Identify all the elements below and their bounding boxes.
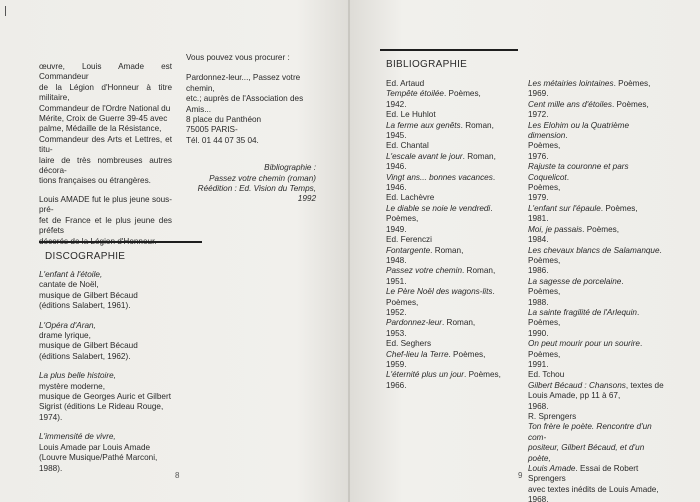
bibliography-detail: 1984. xyxy=(528,235,549,245)
work-title: Ton frère le poète. Rencontre d'un com- xyxy=(528,422,652,442)
discography-line: mystère moderne, xyxy=(39,381,105,391)
bibliography-detail: 1948. xyxy=(386,255,407,265)
work-detail: . Essai de Robert Sprengers xyxy=(528,464,639,484)
bibliography-entry xyxy=(528,225,664,235)
discography-rule xyxy=(39,241,202,243)
bibliography-detail: Poèmes, xyxy=(528,287,561,297)
bibliography-col-2 xyxy=(528,79,664,502)
discography-line: 1988). xyxy=(39,463,63,473)
discography-line: musique de Gilbert Bécaud xyxy=(39,341,138,351)
bio-line: de la Légion d'Honneur à titre militaire, xyxy=(39,82,172,103)
bibliography-detail: Poèmes, xyxy=(528,255,561,265)
work-title: L'enfant sur l'épaule xyxy=(528,203,601,213)
work-detail: . Poèmes, xyxy=(613,79,651,88)
work-title: Les métairies lointaines xyxy=(528,79,614,88)
discography-line: drame lyrique, xyxy=(39,331,91,341)
publisher-heading: Ed. Seghers xyxy=(386,339,432,349)
work-title: La sainte fragilité de l'Arlequin xyxy=(528,307,637,317)
bibliography-entry xyxy=(528,308,664,318)
procure-block xyxy=(186,53,316,205)
bibliography-detail: 1969. xyxy=(528,89,549,99)
bibliography-detail: 1951. xyxy=(386,276,407,286)
work-detail: . xyxy=(621,276,624,286)
left-page xyxy=(0,0,349,502)
work-detail: . Poèmes, xyxy=(600,203,638,213)
bibliography-detail: 1976. xyxy=(528,151,549,161)
bibliography-detail: 1968. xyxy=(528,401,549,411)
bio-text xyxy=(39,62,172,254)
bibliography-detail: 1953. xyxy=(386,328,407,338)
work-title: Tempête étoilée xyxy=(386,89,444,99)
bibliography-entry xyxy=(386,121,526,131)
work-title: Moi, je passais xyxy=(528,224,583,234)
bibliography-entry xyxy=(528,339,664,349)
bibliography-entry xyxy=(386,204,526,214)
discography-line: Sigrist (éditions Le Rideau Rouge, xyxy=(39,402,164,412)
work-title: On peut mourir pour un sourire xyxy=(528,339,640,349)
bibliography-entry xyxy=(386,173,526,183)
procure-line: 8 place du Panthéon xyxy=(186,115,262,125)
bibliography-detail: Poèmes, xyxy=(528,183,561,193)
bibliography-entry xyxy=(528,443,664,464)
discography-line: cantate de Noël, xyxy=(39,280,99,290)
bibliography-detail: Poèmes, xyxy=(528,318,561,328)
discography-line: 1974). xyxy=(39,412,63,422)
publisher-heading: Ed. Chantal xyxy=(386,141,429,151)
work-title: Fontargente xyxy=(386,245,431,255)
discography-line: (éditions Salabert, 1962). xyxy=(39,351,131,361)
discography-title: L'Opéra d'Aran, xyxy=(39,320,96,330)
bibliography-entry xyxy=(528,277,664,287)
bibliography-detail: 1991. xyxy=(528,359,549,369)
discography-title: L'enfant à l'étoile, xyxy=(39,270,103,279)
bibliography-entry xyxy=(386,287,526,308)
bibliography-note-line: Réédition : Ed. Vision du Temps, 1992 xyxy=(197,184,316,204)
corner-mark xyxy=(5,6,6,16)
bio-line: Commandeur des Arts et Lettres, et titu- xyxy=(39,134,172,155)
bibliography-entry xyxy=(386,318,526,328)
work-detail: . Poèmes, xyxy=(448,349,486,359)
work-detail: . xyxy=(636,307,640,317)
bibliography-entry xyxy=(386,246,526,256)
discography-title: La plus belle histoire, xyxy=(39,371,116,381)
work-detail: , textes de xyxy=(625,380,664,390)
work-title: L'escale avant le jour xyxy=(386,151,463,161)
work-title: La ferme aux genêts xyxy=(386,120,461,130)
discography-entry xyxy=(39,432,202,474)
publisher-heading: Ed. Lachèvre xyxy=(386,193,435,203)
bibliography-rule xyxy=(380,49,518,51)
bibliography-entry xyxy=(528,162,664,183)
bibliography-detail: avec textes inédits de Louis Amade, xyxy=(528,484,659,494)
bio-line: fet de France et le plus jeune des préfets xyxy=(39,215,172,236)
discography-title: L'immensité de vivre, xyxy=(39,432,116,442)
bibliography-detail: 1952. xyxy=(386,307,407,317)
work-title: Louis Amade xyxy=(528,464,576,474)
work-detail: . Poèmes, xyxy=(582,224,620,234)
work-detail: . xyxy=(566,172,569,182)
procure-line: Pardonnez-leur..., Passez votre chemin, xyxy=(186,73,301,93)
procure-title: Vous pouvez vous procurer : xyxy=(186,53,290,62)
work-detail: . xyxy=(659,245,662,255)
bio-line: œuvre, Louis Amade est Commandeur xyxy=(39,62,172,82)
bibliography-detail: 1981. xyxy=(528,214,549,224)
bibliography-note-line: Bibliographie : xyxy=(264,163,316,173)
bibliography-entry xyxy=(386,152,526,162)
discography-entry xyxy=(39,321,202,363)
procure-line: Tél. 01 44 07 35 04. xyxy=(186,135,259,145)
work-title: La sagesse de porcelaine xyxy=(528,276,622,286)
work-title: Vingt ans... bonnes vacances xyxy=(386,172,493,182)
bibliography-detail: 1979. xyxy=(528,193,549,203)
bibliography-detail: 1986. xyxy=(528,266,549,276)
work-title: Rajuste ta couronne et pars Coquelicot xyxy=(528,162,629,182)
work-detail: . xyxy=(639,339,643,349)
bio-line: Louis AMADE fut le plus jeune sous-pré- xyxy=(39,194,172,215)
bio-line: tions françaises ou étrangères. xyxy=(39,176,151,186)
bibliography-detail: Poèmes, xyxy=(386,214,419,224)
work-detail: . Poèmes, xyxy=(611,99,649,109)
work-detail: . Roman, xyxy=(462,151,496,161)
bibliography-detail: 1988. xyxy=(528,297,549,307)
procure-line: etc.; auprès de l'Association des Amis... xyxy=(186,94,304,114)
bio-line: Mérite, Croix de Guerre 39-45 avec xyxy=(39,114,168,124)
bibliography-entry xyxy=(386,350,526,360)
work-title: Les chevaux blancs de Salamanque xyxy=(528,245,660,255)
discography-line: (éditions Salabert, 1961). xyxy=(39,301,131,311)
bibliography-detail: 1968. xyxy=(528,495,549,502)
publisher-heading: Ed. Artaud xyxy=(386,79,425,88)
publisher-heading: R. Sprengers xyxy=(528,412,577,421)
work-title: positeur, Gilbert Bécaud, et d'un poète, xyxy=(528,443,645,463)
work-detail: . xyxy=(565,131,568,141)
work-detail: . Roman, xyxy=(462,266,496,276)
bibliography-entry xyxy=(528,100,664,110)
page-number-right: 9 xyxy=(518,471,523,480)
work-title: Passez votre chemin xyxy=(386,266,462,276)
work-detail: . Roman, xyxy=(460,120,494,130)
bibliography-heading: BIBLIOGRAPHIE xyxy=(386,59,468,70)
work-detail: . Roman, xyxy=(430,245,464,255)
work-title: Gilbert Bécaud : Chansons xyxy=(528,380,626,390)
publisher-heading: Ed. Ferenczi xyxy=(386,235,432,245)
discography-heading: DISCOGRAPHIE xyxy=(45,251,126,262)
work-detail: . Poèmes, xyxy=(386,287,495,307)
work-title: Le diable se noie le vendredi xyxy=(386,203,491,213)
bibliography-detail: Poèmes, xyxy=(528,141,561,151)
bibliography-entry xyxy=(528,246,664,256)
bibliography-detail: 1972. xyxy=(528,110,549,120)
bibliography-entry xyxy=(528,381,664,391)
bibliography-detail: 1949. xyxy=(386,224,407,234)
publisher-heading: Ed. Le Huhlot xyxy=(386,110,436,120)
discography-line: musique de Georges Auric et Gilbert xyxy=(39,392,171,402)
publisher-heading: Ed. Tchou xyxy=(528,370,565,380)
bibliography-entry xyxy=(386,370,526,380)
work-detail: . Poèmes, xyxy=(443,89,481,99)
bibliography-detail: 1942. xyxy=(386,99,407,109)
right-page xyxy=(350,0,700,502)
work-detail: . xyxy=(490,203,493,213)
discography-line: musique de Gilbert Bécaud xyxy=(39,290,138,300)
bio-line: Commandeur de l'Ordre National du xyxy=(39,103,171,113)
work-title: Chef-lieu la Terre xyxy=(386,349,449,359)
procure-line: 75005 PARIS- xyxy=(186,125,238,135)
bibliography-detail: 1945. xyxy=(386,131,407,141)
bio-line: palme, Médaille de la Résistance, xyxy=(39,124,162,134)
bibliography-entry xyxy=(528,464,664,485)
bio-line: laire de très nombreuses autres décora- xyxy=(39,155,172,176)
work-title: Cent mille ans d'étoiles xyxy=(528,99,612,109)
bibliography-note-line: Passez votre chemin (roman) xyxy=(209,173,316,183)
work-title: L'éternité plus un jour xyxy=(386,370,465,380)
work-title: Pardonnez-leur xyxy=(386,318,442,328)
bibliography-entry xyxy=(528,79,664,89)
bibliography-detail: 1959. xyxy=(386,359,407,369)
bibliography-detail: Louis Amade, pp 11 à 67, xyxy=(528,391,621,401)
page-number-left: 8 xyxy=(175,471,180,480)
bibliography-entry xyxy=(528,422,664,443)
discography-entry xyxy=(39,371,202,423)
bibliography-entry xyxy=(528,121,664,142)
bibliography-detail: 1966. xyxy=(386,380,407,390)
bibliography-detail: Poèmes, xyxy=(528,349,561,359)
bibliography-detail: 1990. xyxy=(528,328,549,338)
bibliography-entry xyxy=(528,204,664,214)
bibliography-entry xyxy=(386,266,526,276)
discography-line: Louis Amade par Louis Amade xyxy=(39,442,151,452)
bibliography-detail: 1946. xyxy=(386,162,407,172)
discography-list xyxy=(39,270,202,483)
bibliography-detail: 1946. xyxy=(386,183,407,193)
work-title: Les Elohim ou la Quatrième dimension xyxy=(528,120,630,141)
bibliography-entry xyxy=(386,89,526,99)
discography-line: (Louvre Musique/Pathé Marconi, xyxy=(39,453,158,463)
work-title: Le Père Noël des wagons-lits xyxy=(386,287,493,297)
discography-entry xyxy=(39,270,202,312)
work-detail: . Poèmes, xyxy=(464,370,501,380)
work-detail: . Roman, xyxy=(441,318,476,328)
work-detail: . xyxy=(492,172,496,182)
bibliography-col-1 xyxy=(386,79,526,391)
